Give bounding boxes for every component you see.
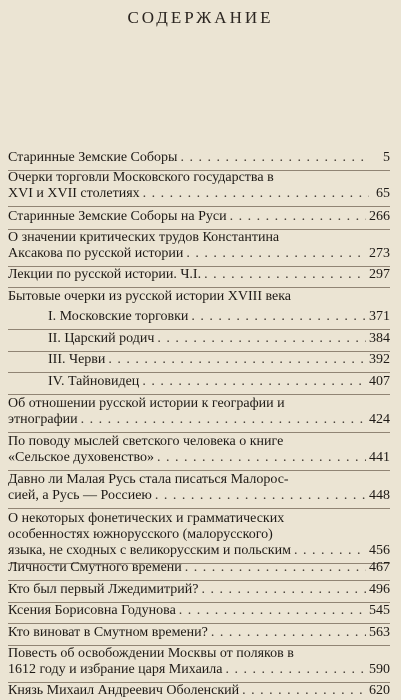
toc-page-number: 407 (369, 374, 390, 389)
toc-entry-text: языка, не сходных с великорусским и польским (8, 543, 291, 558)
toc-entry-text: I. Московские торговки (48, 309, 189, 324)
toc-page-number: 392 (369, 352, 390, 367)
leader-dots (180, 150, 369, 166)
leader-dots (211, 625, 366, 641)
toc-page-number: 620 (369, 683, 390, 698)
leader-dots (294, 543, 366, 559)
toc-subentry (48, 331, 390, 347)
toc-entry (8, 560, 390, 576)
toc-entry-text: Об отношении русской истории к географии и (8, 396, 285, 411)
toc-entry-text: О значении критических трудов Константина (8, 230, 280, 245)
toc-entry-text: Ксения Борисовна Годунова (8, 603, 176, 618)
toc-entry-text: Старинные Земские Соборы (8, 150, 178, 165)
toc-entry-text: Аксакова по русской истории (8, 246, 184, 261)
toc-page-number: 441 (369, 450, 390, 465)
toc-entry (8, 267, 390, 283)
toc-entry (8, 646, 390, 678)
toc-page-number: 5 (383, 150, 390, 165)
leader-dots (143, 186, 369, 202)
toc-entry (8, 434, 390, 466)
toc-entry-text: этнографии (8, 412, 78, 427)
divider (8, 287, 390, 288)
toc-page-number: 424 (369, 412, 390, 427)
toc-entry-text: II. Царский родич (48, 331, 155, 346)
toc-entry-text: Князь Михаил Андреевич Оболенский (8, 683, 240, 698)
toc-entry-text: О некоторых фонетических и грамматических (8, 511, 285, 526)
toc-entry (8, 170, 390, 202)
toc-entry-text: «Сельское духовенство» (8, 450, 154, 465)
toc-entry (8, 511, 390, 559)
leader-dots (191, 309, 366, 325)
toc-entry (8, 289, 390, 305)
toc-entry-text: Очерки торговли Московского государства в (8, 170, 274, 185)
toc-entry (8, 625, 390, 641)
toc-entry-text: По поводу мыслей светского человека о книге (8, 434, 284, 449)
toc-entry-text: Старинные Земские Соборы на Руси (8, 209, 227, 224)
leader-dots (186, 246, 366, 262)
toc-entry (8, 230, 390, 262)
toc-entry (8, 209, 390, 225)
toc-page-number: 563 (369, 625, 390, 640)
divider (8, 329, 390, 330)
leader-dots (201, 582, 366, 598)
toc-entry-text: Кто виноват в Смутном времени? (8, 625, 208, 640)
toc-entry-text: Лекции по русской истории. Ч.I. (8, 267, 202, 282)
toc-title: СОДЕРЖАНИЕ (127, 8, 274, 27)
leader-dots (157, 450, 366, 466)
toc-entry-text: IV. Тайновидец (48, 374, 140, 389)
toc-page-number: 297 (369, 267, 390, 282)
toc-entry-text: Личности Смутного времени (8, 560, 182, 575)
leader-dots (185, 560, 366, 576)
toc-entry-text: особенностях южнорусского (малорусского) (8, 527, 273, 542)
divider (8, 580, 390, 581)
divider (8, 623, 390, 624)
table-of-contents (8, 0, 393, 700)
toc-page-number: 467 (369, 560, 390, 575)
divider (8, 372, 390, 373)
toc-page-number: 65 (376, 186, 390, 201)
toc-entry-text: Повесть об освобождении Москвы от поляков в (8, 646, 294, 661)
toc-entry (8, 683, 390, 699)
divider (8, 508, 390, 509)
toc-entry-text: Бытовые очерки из русской истории XVIII века (8, 289, 292, 304)
divider (8, 432, 390, 433)
toc-entry-text: XVI и XVII столетиях (8, 186, 140, 201)
toc-entry (8, 472, 390, 504)
leader-dots (242, 683, 366, 699)
toc-page-number: 590 (369, 662, 390, 677)
leader-dots (179, 603, 366, 619)
toc-page-number: 448 (369, 488, 390, 503)
leader-dots (204, 267, 366, 283)
toc-entry (8, 603, 390, 619)
toc-entry-text: III. Черви (48, 352, 106, 367)
toc-entry-text: Давно ли Малая Русь стала писаться Малорос- (8, 472, 289, 487)
toc-page-number: 273 (369, 246, 390, 261)
toc-page-number: 371 (369, 309, 390, 324)
toc-entry-text: Кто был первый Лжедимитрий? (8, 582, 199, 597)
divider (8, 206, 390, 207)
toc-page-number: 496 (369, 582, 390, 597)
leader-dots (155, 488, 366, 504)
toc-entry (8, 582, 390, 598)
toc-page-number: 456 (369, 543, 390, 558)
leader-dots (157, 331, 366, 347)
toc-entry (8, 396, 390, 428)
leader-dots (108, 352, 366, 368)
toc-entry (8, 150, 390, 166)
toc-subentry (48, 309, 390, 325)
toc-entry-text: сией, а Русь — Россиею (8, 488, 152, 503)
leader-dots (230, 209, 366, 225)
toc-subentry (48, 352, 390, 368)
toc-page-number: 545 (369, 603, 390, 618)
toc-entry-text: 1612 году и избрание царя Михаила (8, 662, 223, 677)
toc-page-number: 266 (369, 209, 390, 224)
divider (8, 470, 390, 471)
toc-subentry (48, 374, 390, 390)
toc-page-number: 384 (369, 331, 390, 346)
leader-dots (225, 662, 366, 678)
leader-dots (81, 412, 366, 428)
leader-dots (142, 374, 366, 390)
divider (8, 394, 390, 395)
